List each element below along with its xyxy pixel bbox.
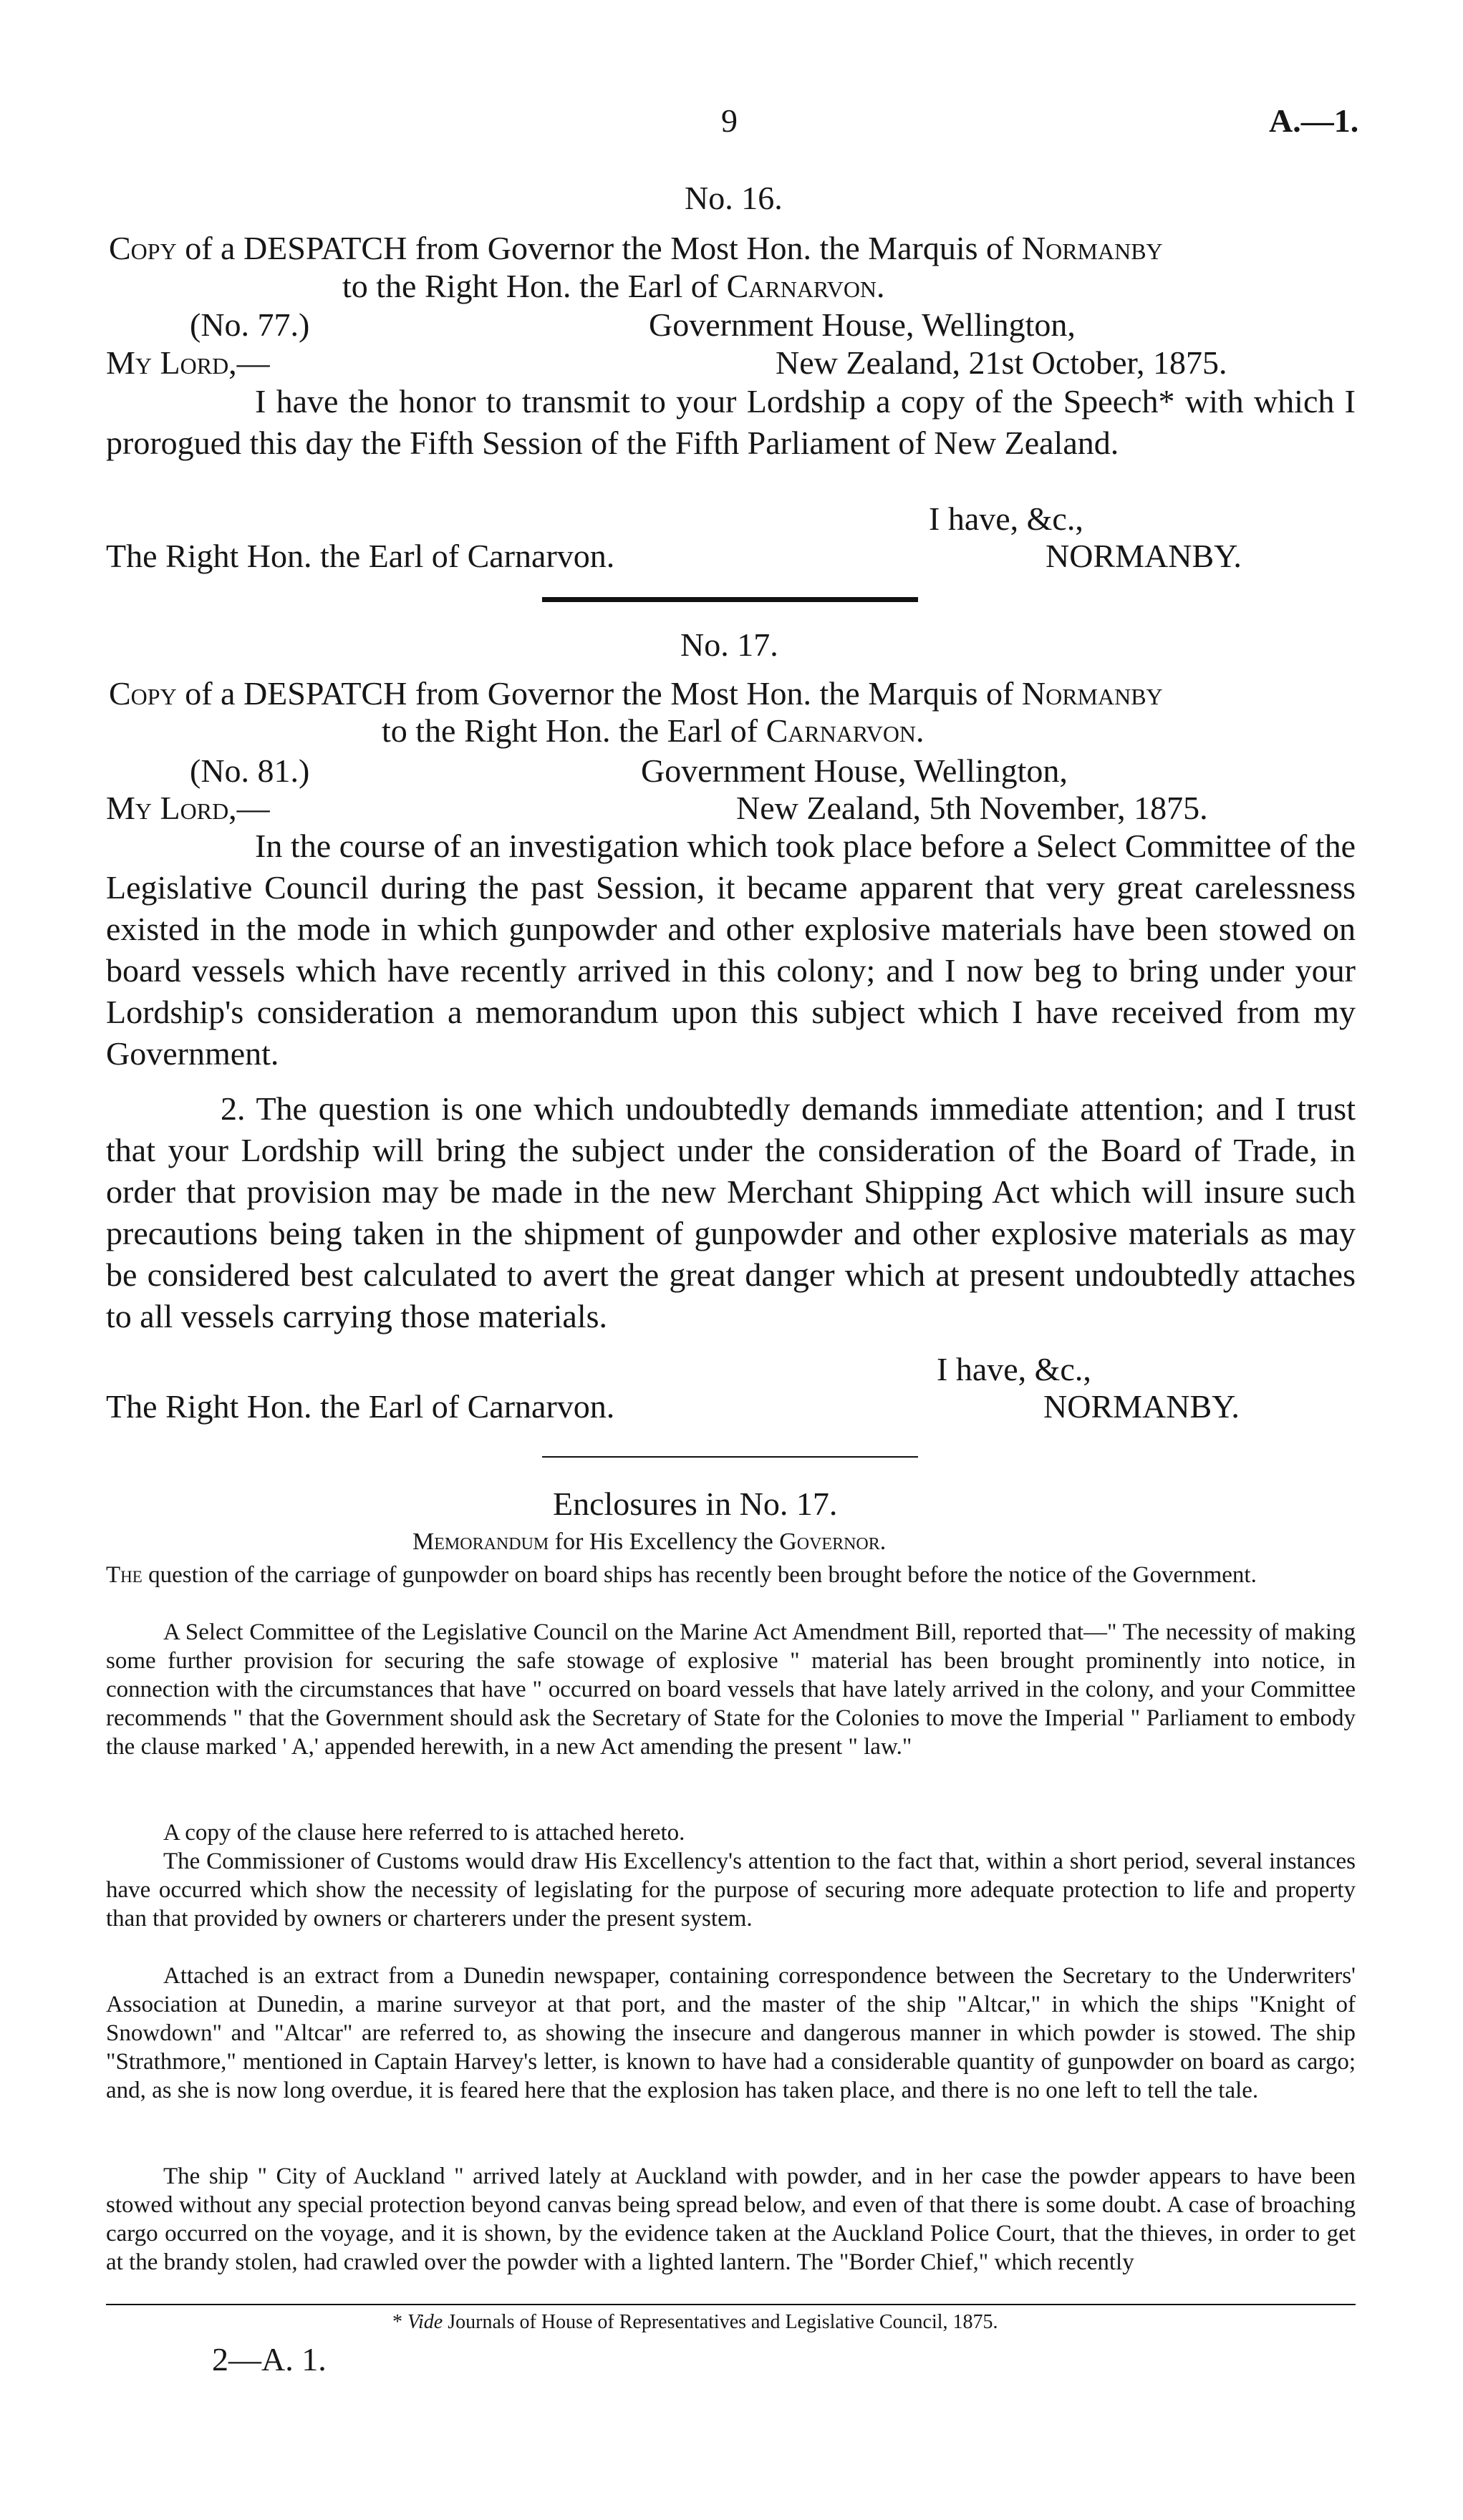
despatch-17-paragraph-2: 2. The question is one which undoubtedly demands immediate attention; and I trust that your Lordship will bring the subject under the consideration of the Board of Trade, in order that provision may be made in the new Merchant Shipping Act which will insure such precautions being taken in the shipment of gunpowder and other explosive materials as may be considered best calculated to avert the great danger which at present undoubtedly attaches to all vessels carrying those materials.: [106, 1090, 1356, 1334]
memorandum-paragraph-1: [106, 1561, 1356, 1589]
memorandum-rest: for His Excellency the: [549, 1528, 780, 1555]
despatch-17-paragraph-1: In the course of an investigation which took place before a Select Committee of the Legislative Council during the past Session, it became apparent that very great carelessness existed in the mode in which gunpowder and other explosive materials have been stowed on board vessels which have recently arrived in this colony; and I now beg to bring under your Lordship's consideration a memorandum upon this subject which I have received from my Government.: [106, 828, 1356, 1072]
footnote: [392, 2310, 998, 2335]
memorandum-paragraph-4: The Commissioner of Customs would draw His Excellency's attention to the fact that, within a short period, several instances have occurred which show the necessity of legislating for the purpose of securing more adequate protection to life and property than that provided by owners or charterers under the present system.: [106, 1848, 1356, 1932]
footnote-mark: *: [392, 2311, 402, 2333]
despatch-17-title-line1: [109, 673, 1163, 714]
footnote-divider: [106, 2304, 1356, 2305]
title-line2-prefix: to the Right Hon. the Earl of: [342, 268, 727, 304]
title-copy: Copy: [109, 230, 177, 266]
footnote-vide: Vide: [407, 2311, 443, 2333]
title-copy: Copy: [109, 675, 177, 712]
title-line2-name: Carnarvon.: [726, 268, 885, 304]
title-name: Normanby: [1021, 230, 1163, 266]
memorandum-paragraph-6: The ship " City of Auckland " arrived lately at Auckland with powder, and in her case the powder appears to have been stowed without any special protection beyond canvas being spread below, and even of that there is some doubt. A case of broaching cargo occurred on the voyage, and it is shown, by the evidence taken at the Auckland Police Court, that the thieves, in order to get at the brandy stolen, had crawled over the powder with a lighted lantern. The "Border Chief," which recently: [106, 2163, 1356, 2275]
despatch-16-body: I have the honor to transmit to your Lordship a copy of the Speech* with which I prorogued this day the Fifth Session of the Fifth Parliament of New Zealand.: [106, 383, 1356, 461]
document-reference: A.—1.: [1269, 102, 1359, 139]
despatch-16-place-line1: Government House, Wellington,: [649, 306, 1076, 343]
page-number: 9: [721, 102, 738, 139]
memo-p1-text: question of the carriage of gunpowder on board ships has recently been brought before the notice of the Government.: [142, 1562, 1257, 1588]
enclosures-heading: Enclosures in No. 17.: [553, 1486, 838, 1522]
memorandum-paragraph-5: Attached is an extract from a Dunedin newspaper, containing correspondence between the Secretary to the Underwriters' Association at Dunedin, a marine surveyor at that port, and the master of the ship "Altcar," in which the ships "Knight of Snowdown" and "Altcar" are referred to, as showing the insecure and dangerous manner in which powder is stowed. The ship "Strathmore," mentioned in Captain Harvey's letter, is known to have had a considerable quantity of gunpowder on board as cargo; and, as she is now long overdue, it is feared here that the explosion has taken place, and there is no one left to tell the tale.: [106, 1963, 1356, 2103]
title-name: Normanby: [1021, 675, 1163, 712]
title-rest: of a DESPATCH from Governor the Most Hon. the Marquis of: [176, 675, 1022, 712]
section-divider: [542, 597, 918, 602]
title-line2-prefix: to the Right Hon. the Earl of: [382, 712, 766, 749]
despatch-17-place-line2: New Zealand, 5th November, 1875.: [736, 790, 1208, 826]
memorandum-paragraph-3: A copy of the clause here referred to is attached hereto.: [163, 1820, 685, 1846]
despatch-17-title-line2: [382, 710, 924, 752]
memorandum-label: Memorandum: [412, 1528, 549, 1555]
despatch-16-title-line1: [109, 228, 1163, 269]
despatch-number-17: No. 17.: [680, 626, 778, 663]
despatch-16-salutation: My Lord,—: [106, 344, 270, 381]
despatch-17-signature: NORMANBY.: [1043, 1388, 1240, 1425]
despatch-17-closing: I have, &c.,: [937, 1351, 1091, 1387]
memorandum-paragraph-2: A Select Committee of the Legislative Council on the Marine Act Amendment Bill, reported that—" The necessity of making some further provision for securing the safe stowage of explosive " material has been brought prominently into notice, in connection with the circumstances that have " occurred on board vessels that have lately arrived in the colony, and your Committee recommends " that the Government should ask the Secretary of State for the Colonies to move the Imperial " Parliament to embody the clause marked ' A,' appended herewith, in a new Act amending the present " law.": [106, 1619, 1356, 1760]
title-line2-name: Carnarvon.: [766, 712, 924, 749]
signature-mark: 2—A. 1.: [212, 2341, 327, 2378]
footnote-text: Journals of House of Representatives and Legislative Council, 1875.: [443, 2311, 998, 2333]
memo-lead-word: The: [106, 1562, 143, 1588]
despatch-17-addressee: The Right Hon. the Earl of Carnarvon.: [106, 1388, 615, 1425]
despatch-17-salutation: My Lord,—: [106, 790, 270, 826]
despatch-16-addressee: The Right Hon. the Earl of Carnarvon.: [106, 538, 615, 574]
despatch-16-doc-number: (No. 77.): [190, 306, 310, 343]
despatch-number-16: No. 16.: [685, 180, 783, 216]
despatch-16-title-line2: [342, 266, 885, 307]
despatch-16-place-line2: New Zealand, 21st October, 1875.: [776, 344, 1227, 381]
memorandum-heading: [412, 1528, 886, 1556]
enclosures-divider: [542, 1456, 918, 1458]
despatch-16-signature: NORMANBY.: [1046, 538, 1242, 574]
title-rest: of a DESPATCH from Governor the Most Hon. the Marquis of: [176, 230, 1022, 266]
despatch-16-closing: I have, &c.,: [929, 500, 1083, 537]
memorandum-governor: Governor.: [779, 1528, 887, 1555]
despatch-17-place-line1: Government House, Wellington,: [641, 752, 1068, 789]
despatch-17-doc-number: (No. 81.): [190, 752, 310, 789]
